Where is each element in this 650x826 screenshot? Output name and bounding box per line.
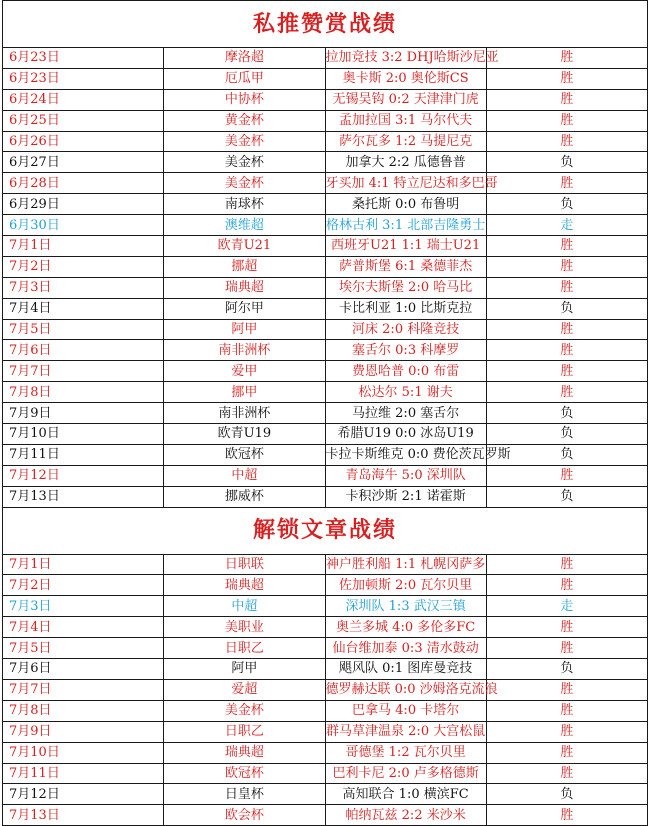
league-cell: 美职业 (164, 617, 325, 638)
table-row (3, 236, 648, 257)
date-cell: 7月8日 (3, 382, 164, 403)
date-cell: 7月10日 (3, 424, 164, 445)
league-cell: 摩洛超 (164, 48, 325, 69)
result-cell: 走 (486, 215, 647, 236)
match-cell: 奥卡斯 2:0 奥伦斯CS (325, 68, 486, 89)
table-row (3, 110, 648, 131)
date-cell: 7月11日 (3, 444, 164, 465)
result-cell: 负 (486, 152, 647, 173)
match-cell: 巴拿马 4:0 卡塔尔 (325, 700, 486, 721)
match-cell: 青岛海牛 5:0 深圳队 (325, 465, 486, 486)
league-cell: 阿甲 (164, 319, 325, 340)
table-row (3, 721, 648, 742)
date-cell: 7月3日 (3, 596, 164, 617)
table-row (3, 403, 648, 424)
table-row (3, 596, 648, 617)
match-cell: 松达尔 5:1 谢夫 (325, 382, 486, 403)
match-cell: 德罗赫达联 0:0 沙姆洛克流浪 (325, 679, 486, 700)
date-cell: 6月23日 (3, 48, 164, 69)
table-row (3, 152, 648, 173)
table-row (3, 805, 648, 826)
date-cell: 7月10日 (3, 742, 164, 763)
match-cell: 卡拉卡斯维克 0:0 费伦茨瓦罗斯 (325, 444, 486, 465)
match-cell: 巴利卡尼 2:0 卢多格德斯 (325, 763, 486, 784)
league-cell: 爱超 (164, 679, 325, 700)
result-cell: 负 (486, 486, 647, 507)
result-cell: 胜 (486, 319, 647, 340)
match-cell: 加拿大 2:2 瓜德鲁普 (325, 152, 486, 173)
match-cell: 帕纳瓦兹 2:2 米沙米 (325, 805, 486, 826)
league-cell: 日皇杯 (164, 784, 325, 805)
table-row (3, 679, 648, 700)
match-cell: 飓风队 0:1 图库曼竞技 (325, 659, 486, 680)
match-cell: 希腊U19 0:0 冰岛U19 (325, 424, 486, 445)
match-cell: 萨尔瓦多 1:2 马提尼克 (325, 131, 486, 152)
date-cell: 6月30日 (3, 215, 164, 236)
date-cell: 7月9日 (3, 721, 164, 742)
table-row (3, 340, 648, 361)
date-cell: 6月26日 (3, 131, 164, 152)
league-cell: 阿尔甲 (164, 298, 325, 319)
table-row (3, 659, 648, 680)
league-cell: 厄瓜甲 (164, 68, 325, 89)
league-cell: 欧青U21 (164, 236, 325, 257)
league-cell: 瑞典超 (164, 742, 325, 763)
match-cell: 神户胜利船 1:1 札幌冈萨多 (325, 554, 486, 575)
league-cell: 南非洲杯 (164, 340, 325, 361)
result-cell: 负 (486, 444, 647, 465)
league-cell: 黄金杯 (164, 110, 325, 131)
date-cell: 6月29日 (3, 194, 164, 215)
league-cell: 南非洲杯 (164, 403, 325, 424)
match-cell: 塞舌尔 0:3 科摩罗 (325, 340, 486, 361)
table-row (3, 638, 648, 659)
league-cell: 瑞典超 (164, 277, 325, 298)
result-cell: 负 (486, 659, 647, 680)
match-cell: 萨普斯堡 6:1 桑德菲杰 (325, 256, 486, 277)
date-cell: 7月12日 (3, 465, 164, 486)
section-title-row (3, 1, 648, 48)
date-cell: 7月5日 (3, 638, 164, 659)
league-cell: 中协杯 (164, 89, 325, 110)
table-row (3, 173, 648, 194)
league-cell: 爱甲 (164, 361, 325, 382)
result-cell: 胜 (486, 638, 647, 659)
match-cell: 卡比利亚 1:0 比斯克拉 (325, 298, 486, 319)
match-cell: 卡积沙斯 2:1 诺霍斯 (325, 486, 486, 507)
match-cell: 奥兰多城 4:0 多伦多FC (325, 617, 486, 638)
date-cell: 7月13日 (3, 805, 164, 826)
league-cell: 挪超 (164, 256, 325, 277)
match-cell: 群马草津温泉 2:0 大宫松鼠 (325, 721, 486, 742)
date-cell: 7月4日 (3, 298, 164, 319)
table-row (3, 277, 648, 298)
league-cell: 阿甲 (164, 659, 325, 680)
date-cell: 7月1日 (3, 554, 164, 575)
table-row (3, 700, 648, 721)
date-cell: 7月7日 (3, 679, 164, 700)
league-cell: 澳维超 (164, 215, 325, 236)
league-cell: 欧会杯 (164, 805, 325, 826)
date-cell: 7月2日 (3, 256, 164, 277)
league-cell: 欧冠杯 (164, 444, 325, 465)
result-cell: 负 (486, 784, 647, 805)
table-row (3, 465, 648, 486)
result-cell: 负 (486, 298, 647, 319)
table-row (3, 444, 648, 465)
result-cell: 胜 (486, 554, 647, 575)
match-cell: 河床 2:0 科隆竞技 (325, 319, 486, 340)
match-cell: 孟加拉国 3:1 马尔代夫 (325, 110, 486, 131)
table-row (3, 319, 648, 340)
date-cell: 7月6日 (3, 340, 164, 361)
league-cell: 美金杯 (164, 131, 325, 152)
result-cell: 胜 (486, 236, 647, 257)
table-row (3, 424, 648, 445)
match-cell: 埃尔夫斯堡 2:0 哈马比 (325, 277, 486, 298)
match-cell: 费恩哈普 0:0 布雷 (325, 361, 486, 382)
result-cell: 胜 (486, 256, 647, 277)
date-cell: 7月12日 (3, 784, 164, 805)
league-cell: 日职乙 (164, 721, 325, 742)
result-cell: 胜 (486, 131, 647, 152)
result-cell: 胜 (486, 48, 647, 69)
match-cell: 西班牙U21 1:1 瑞士U21 (325, 236, 486, 257)
result-cell: 胜 (486, 340, 647, 361)
date-cell: 7月4日 (3, 617, 164, 638)
table-row (3, 68, 648, 89)
date-cell: 7月9日 (3, 403, 164, 424)
result-cell: 胜 (486, 679, 647, 700)
date-cell: 6月28日 (3, 173, 164, 194)
league-cell: 挪威杯 (164, 486, 325, 507)
league-cell: 美金杯 (164, 173, 325, 194)
league-cell: 中超 (164, 596, 325, 617)
match-cell: 马拉维 2:0 塞舌尔 (325, 403, 486, 424)
table-row (3, 742, 648, 763)
league-cell: 欧青U19 (164, 424, 325, 445)
match-cell: 高知联合 1:0 横滨FC (325, 784, 486, 805)
date-cell: 6月23日 (3, 68, 164, 89)
league-cell: 挪甲 (164, 382, 325, 403)
match-cell: 无锡吴钩 0:2 天津津门虎 (325, 89, 486, 110)
result-cell: 胜 (486, 700, 647, 721)
section-title: 私推赞赏战绩 (3, 1, 648, 48)
result-cell: 胜 (486, 742, 647, 763)
table-row (3, 784, 648, 805)
league-cell: 瑞典超 (164, 575, 325, 596)
date-cell: 7月6日 (3, 659, 164, 680)
match-cell: 哥德堡 1:2 瓦尔贝里 (325, 742, 486, 763)
result-cell: 胜 (486, 763, 647, 784)
table-row (3, 554, 648, 575)
result-cell: 胜 (486, 575, 647, 596)
league-cell: 日职联 (164, 554, 325, 575)
section-title-row (3, 507, 648, 554)
match-cell: 桑托斯 0:0 布鲁明 (325, 194, 486, 215)
date-cell: 7月7日 (3, 361, 164, 382)
date-cell: 7月2日 (3, 575, 164, 596)
date-cell: 6月25日 (3, 110, 164, 131)
table-row (3, 48, 648, 69)
result-cell: 胜 (486, 617, 647, 638)
result-cell: 胜 (486, 721, 647, 742)
table-row (3, 575, 648, 596)
result-cell: 胜 (486, 89, 647, 110)
match-cell: 仙台维加泰 0:3 清水鼓动 (325, 638, 486, 659)
table-row (3, 131, 648, 152)
result-cell: 胜 (486, 361, 647, 382)
league-cell: 南球杯 (164, 194, 325, 215)
result-cell: 负 (486, 424, 647, 445)
table-row (3, 89, 648, 110)
league-cell: 日职乙 (164, 638, 325, 659)
league-cell: 美金杯 (164, 700, 325, 721)
league-cell: 中超 (164, 465, 325, 486)
table-row (3, 382, 648, 403)
date-cell: 7月3日 (3, 277, 164, 298)
match-cell: 牙买加 4:1 特立尼达和多巴哥 (325, 173, 486, 194)
section-title: 解锁文章战绩 (3, 507, 648, 554)
table-row (3, 763, 648, 784)
result-cell: 胜 (486, 465, 647, 486)
league-cell: 美金杯 (164, 152, 325, 173)
table-row (3, 361, 648, 382)
result-cell: 胜 (486, 173, 647, 194)
match-cell: 深圳队 1:3 武汉三镇 (325, 596, 486, 617)
results-table (2, 0, 648, 826)
table-row (3, 298, 648, 319)
result-cell: 负 (486, 194, 647, 215)
result-cell: 负 (486, 403, 647, 424)
result-cell: 走 (486, 596, 647, 617)
date-cell: 7月13日 (3, 486, 164, 507)
date-cell: 6月27日 (3, 152, 164, 173)
result-cell: 胜 (486, 277, 647, 298)
table-row (3, 256, 648, 277)
table-row (3, 486, 648, 507)
match-cell: 佐加顿斯 2:0 瓦尔贝里 (325, 575, 486, 596)
match-cell: 格林古利 3:1 北部吉隆勇士 (325, 215, 486, 236)
result-cell: 胜 (486, 382, 647, 403)
date-cell: 7月11日 (3, 763, 164, 784)
date-cell: 6月24日 (3, 89, 164, 110)
date-cell: 7月5日 (3, 319, 164, 340)
result-cell: 胜 (486, 68, 647, 89)
date-cell: 7月1日 (3, 236, 164, 257)
league-cell: 欧冠杯 (164, 763, 325, 784)
table-row (3, 194, 648, 215)
date-cell: 7月8日 (3, 700, 164, 721)
result-cell: 胜 (486, 805, 647, 826)
table-row (3, 617, 648, 638)
result-cell: 胜 (486, 110, 647, 131)
match-cell: 拉加竞技 3:2 DHJ哈斯沙尼亚 (325, 48, 486, 69)
table-row (3, 215, 648, 236)
